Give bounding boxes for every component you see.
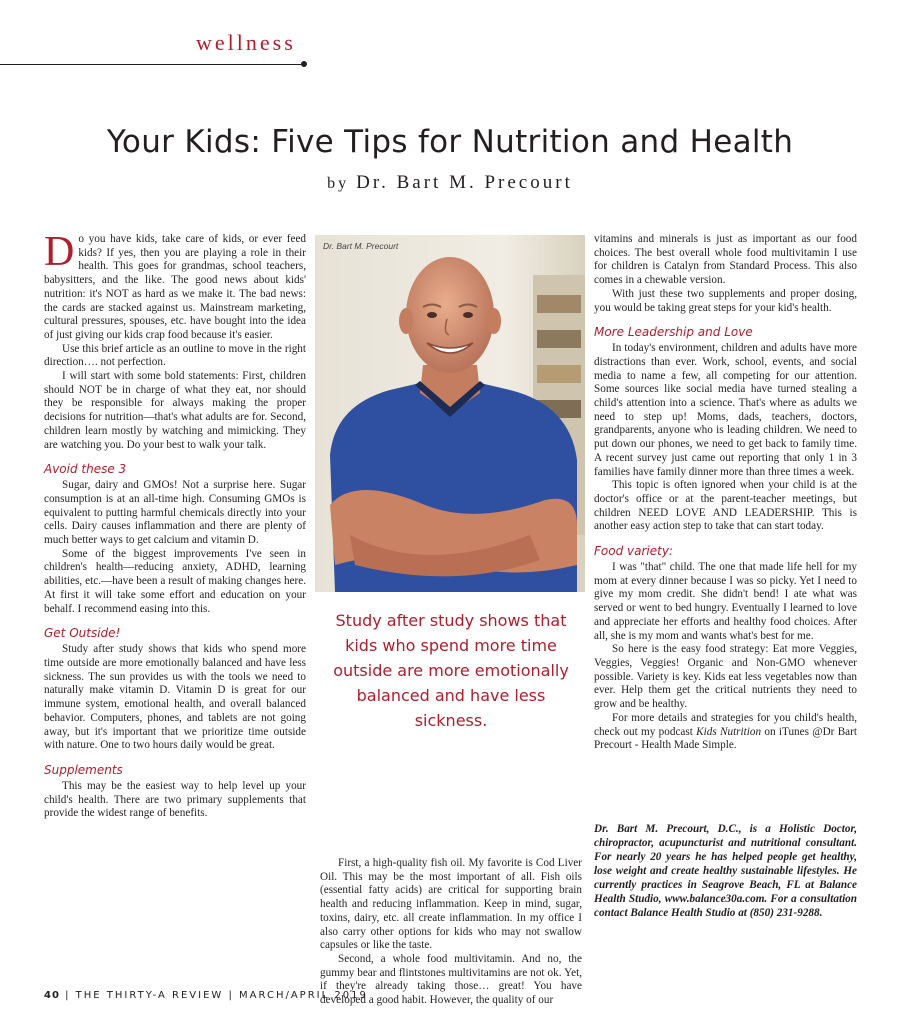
footer-separator: | <box>228 990 234 1001</box>
paragraph: Study after study shows that kids who spend more time outside are more emotionally balanced and have less sickness. The sun provides us with the tools we need to naturally make vitamin D. Vitamin D is great for our immune system, emotional health, and overall balanced behavior. Computers, phones, and tablets are not going away, but it's important that we prioritize time outside with nature. One to two hours daily would be great. <box>44 643 306 752</box>
byline <box>0 172 900 194</box>
paragraph <box>594 712 857 753</box>
subhead-avoid-these-3: Avoid these 3 <box>44 462 127 477</box>
bio-text: Dr. Bart M. Precourt, D.C., is a Holistic Doctor, chiropractor, acupuncturist and nutritional consultant. For nearly 20 years he has helped people get healthy, lose weight and create healthy sustainable lifestyles. He currently practices in Seagrove Beach, FL at Balance Health Studio, www.balance30a.com. For a consultation contact Balance Health Studio at (850) 231-9288. <box>594 823 857 919</box>
section-label: wellness <box>196 30 296 55</box>
subhead-supplements: Supplements <box>44 762 123 777</box>
paragraph: This topic is often ignored when your child is at the doctor's office or at the parent-teacher meetings, but children NEED LOVE AND LEADERSHIP. This is another easy action step to take that can start today. <box>594 479 857 533</box>
author-photo <box>315 235 585 592</box>
column-3 <box>594 233 857 753</box>
intro-text: o you have kids, take care of kids, or ever feed kids? If yes, then you are playing a role in their health. This goes for grandmas, school teachers, babysitters, and the like. The good news about kids' nutrition: it's NOT as hard as we make it. The bad news: the cards are stacked against us. Mainstream marketing, cultural pressures, spouses, etc. have bought into the idea of just giving our kids crap food because it's easier. <box>44 233 306 341</box>
byline-author: Dr. Bart M. Precourt <box>356 172 573 193</box>
footer-separator: | <box>65 990 71 1001</box>
paragraph: First, a high-quality fish oil. My favorite is Cod Liver Oil. This may be the most important of all. Fish oils (essential fatty acids) are critical for supporting brain health and reducing inflammation. Keep in mind, sugar, toxins, dairy, etc. all create inflammation. In my office I also carry other options for kids who may not swallow capsules or like the taste. <box>320 857 582 952</box>
pull-quote: Study after study shows that kids who spend more time outside are more emotionally balanced and have less sickness. <box>333 611 569 730</box>
paragraph: So here is the easy food strategy: Eat more Veggies, Veggies, Veggies! Organic and Non-GMO whenever possible. Variety is key. Kids eat less vegetables now than ever. Help them get the critical nutrients they need to grow and be healthy. <box>594 643 857 711</box>
section-rule <box>0 64 305 65</box>
paragraph: Sugar, dairy and GMOs! Not a surprise here. Sugar consumption is at an all-time high. Consuming GMOs is equivalent to putting harmful chemicals directly into your cells. Dairy causes inflammation and there are plenty of much better ways to get calcium and vitamin D. <box>44 479 306 547</box>
page-footer <box>44 990 368 1001</box>
podcast-text-end: on iTunes @Dr Bart Precourt - Health Made Simple. <box>594 725 857 752</box>
paragraph: vitamins and minerals is just as important as our food choices. The best overall whole food multivitamin I use for children is Catalyn from Standard Process. This also comes in a chewable version. <box>594 233 857 287</box>
subhead-get-outside: Get Outside! <box>44 626 121 641</box>
byline-prefix: by <box>327 175 350 192</box>
photo-caption: Dr. Bart M. Precourt <box>323 241 399 251</box>
issue-date: MARCH/APRIL 2019 <box>239 990 368 1001</box>
paragraph: In today's environment, children and adults have more distractions than ever. Work, school, events, and social media to name a few, all competing for our attention. Some sources like social media have turned stealing a child's attention into a science. That's where as adults we need to step up! Moms, dads, teachers, doctors, grandparents, anyone who is leading children. We need to put down our phones, we need to get back to family time. A recent survey just came out reporting that only 1 in 3 families have family dinner more than three times a week. <box>594 342 857 478</box>
subhead-more-leadership-and-love: More Leadership and Love <box>594 325 753 340</box>
paragraph: Use this brief article as an outline to move in the right direction…. not perfection. <box>44 342 306 369</box>
podcast-text-start: For more details and strategies for you child's health, check out my podcast <box>594 711 857 738</box>
column-2 <box>320 857 582 1008</box>
section-rule-dot <box>301 61 307 67</box>
author-photo-illustration <box>315 235 585 592</box>
paragraph: I will start with some bold statements: First, children should NOT be in charge of what they eat, nor should they be responsible for always making the proper decisions for nutrition—that's what adults are for. Second, children learn mostly by watching and mimicking. They are watching you. Do your best to walk your talk. <box>44 370 306 451</box>
paragraph: Some of the biggest improvements I've seen in children's health—reducing anxiety, ADHD, learning abilities, etc.—have been a result of making changes here. At first it will take some effort and education on your behalf. I recommend easing into this. <box>44 547 306 615</box>
intro-paragraph <box>44 229 306 343</box>
paragraph: This may be the easiest way to help level up your child's health. There are two primary supplements that provide the widest range of benefits. <box>44 779 306 820</box>
author-bio <box>594 822 857 920</box>
paragraph: With just these two supplements and proper dosing, you would be taking great steps for your kid's health. <box>594 287 857 314</box>
paragraph: I was "that" child. The one that made life hell for my mom at every dinner because I was so picky. Yet I need to give my mom credit. She didn't bend! I ate what was served or went to bed hungry. Eventually I learned to love and appreciate her efforts and healthy food choices. After all, she is my mom and wants what's best for me. <box>594 561 857 642</box>
publication-name: THE THIRTY-A REVIEW <box>75 990 224 1001</box>
drop-cap: D <box>44 229 75 275</box>
paragraph: Second, a whole food multivitamin. And no, the gummy bear and flintstones multivitamins are not ok. Yet, if they're already taking those… great! You have developed a good habit. However, the quality of our <box>320 952 582 1007</box>
article-title: Your Kids: Five Tips for Nutrition and Health <box>106 124 794 160</box>
column-1 <box>44 229 306 821</box>
page-number: 40 <box>44 990 60 1001</box>
podcast-name: Kids Nutrition <box>696 725 762 738</box>
subhead-food-variety: Food variety: <box>594 544 673 559</box>
